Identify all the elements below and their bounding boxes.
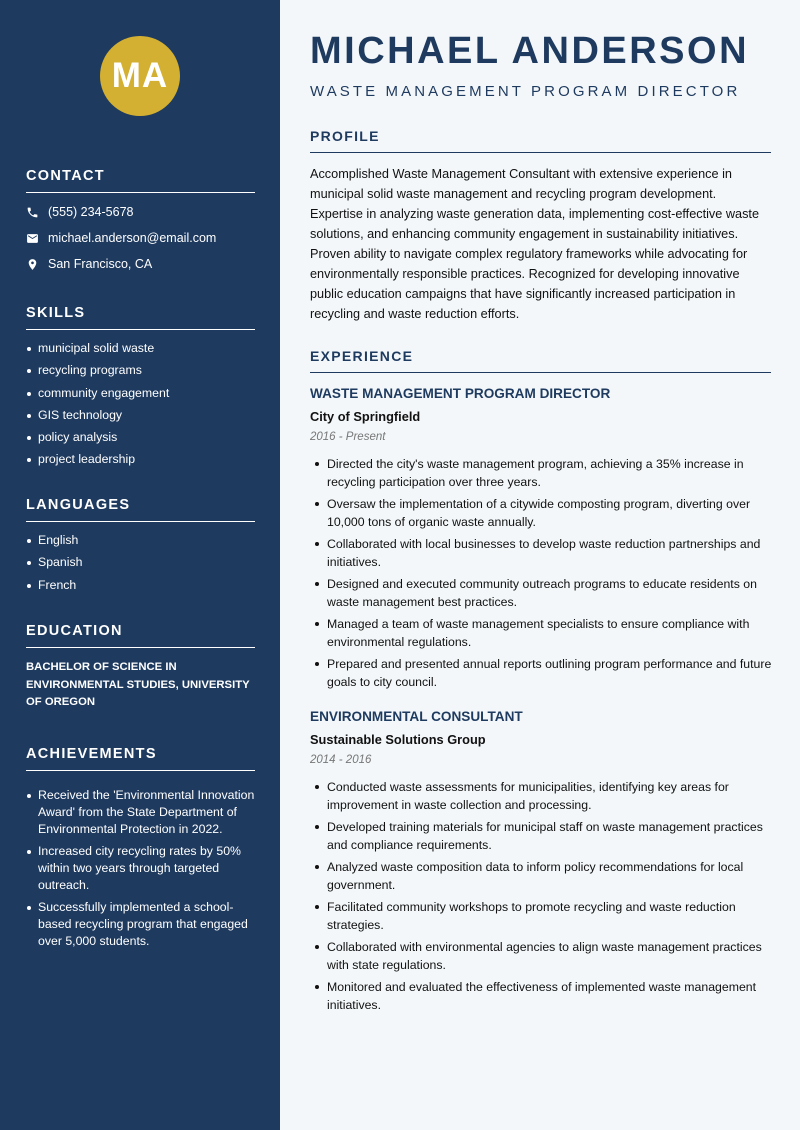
job-dates: 2016 - Present (310, 431, 386, 443)
experience-heading: EXPERIENCE (310, 348, 771, 373)
skill-item: recycling programs (26, 363, 256, 378)
achievement-item: Received the 'Environmental Innovation Award' from the State Department of Environmental Protection in 2022. (26, 787, 256, 838)
language-item: French (26, 578, 256, 593)
initials-avatar: MA (100, 36, 180, 116)
list-item: Conducted waste assessments for municipalities, identifying key areas for improvement in waste collection and processing. (327, 778, 772, 814)
contact-phone (26, 205, 133, 219)
job-bullets (327, 778, 772, 1018)
contact-email (26, 231, 216, 245)
list-item: Developed training materials for municipal staff on waste management practices and compliance requirements. (327, 818, 772, 854)
language-item: English (26, 533, 256, 548)
job-bullets (327, 455, 772, 695)
skill-item: municipal solid waste (26, 341, 256, 356)
phone-text: (555) 234-5678 (48, 205, 134, 219)
skills-heading: SKILLS (26, 305, 255, 330)
location-text: San Francisco, CA (48, 257, 153, 271)
list-item: Collaborated with environmental agencies to align waste management practices with state regulations. (327, 938, 772, 974)
skill-item: community engagement (26, 386, 256, 401)
skill-item: GIS technology (26, 408, 256, 423)
contact-location (26, 257, 152, 271)
list-item: Monitored and evaluated the effectiveness of implemented waste management initiatives. (327, 978, 772, 1014)
languages-list (26, 533, 256, 600)
achievements-heading: ACHIEVEMENTS (26, 746, 255, 771)
list-item: Managed a team of waste management specialists to ensure compliance with environmental regulations. (327, 615, 772, 651)
location-pin-icon (26, 258, 39, 271)
achievement-item: Increased city recycling rates by 50% within two years through targeted outreach. (26, 843, 256, 894)
list-item: Prepared and presented annual reports outlining program performance and future goals to city council. (327, 657, 772, 689)
profile-heading: PROFILE (310, 128, 771, 153)
list-item: Collaborated with local businesses to develop waste reduction partnerships and initiatives. (327, 535, 772, 571)
skill-item: project leadership (26, 452, 256, 467)
list-item: Oversaw the implementation of a citywide composting program, diverting over 10,000 tons of organic waste annually. (327, 495, 772, 531)
education-heading: EDUCATION (26, 623, 255, 648)
achievement-item: Successfully implemented a school-based recycling program that engaged over 5,000 students. (26, 899, 256, 950)
job-company: City of Springfield (310, 409, 421, 424)
job-dates: 2014 - 2016 (310, 754, 372, 766)
languages-heading: LANGUAGES (26, 497, 255, 522)
email-icon (26, 232, 39, 245)
profile-summary: Accomplished Waste Management Consultant with extensive experience in municipal solid waste management and recycling program development. Expertise in analyzing waste generation data, implementing cost-effective waste solutions, and enhancing community engagement in sustainability initiatives. Proven ability to navigate complex regulatory frameworks while advocating for environmentally responsible practices. Recognized for developing innovative public education campaigns that have significantly increased participation in recycling and waste reduction efforts. (310, 167, 760, 321)
job-title: ENVIRONMENTAL CONSULTANT (310, 709, 523, 724)
language-item: Spanish (26, 555, 256, 570)
phone-icon (26, 206, 39, 219)
contact-heading: CONTACT (26, 168, 255, 193)
achievements-list (26, 787, 256, 955)
candidate-title: WASTE MANAGEMENT PROGRAM DIRECTOR (310, 83, 741, 100)
skills-list (26, 341, 256, 475)
job-title: WASTE MANAGEMENT PROGRAM DIRECTOR (310, 386, 611, 401)
list-item: Designed and executed community outreach programs to educate residents on waste management best practices. (327, 575, 772, 611)
email-text[interactable]: michael.anderson@email.com (48, 231, 217, 245)
job-company: Sustainable Solutions Group (310, 732, 486, 747)
candidate-name: MICHAEL ANDERSON (310, 30, 750, 72)
sidebar (0, 0, 280, 1130)
list-item: Analyzed waste composition data to inform policy recommendations for local government. (327, 858, 772, 894)
education-degree: BACHELOR OF SCIENCE IN ENVIRONMENTAL STUDIES, UNIVERSITY OF OREGON (26, 661, 250, 708)
skill-item: policy analysis (26, 430, 256, 445)
list-item: Facilitated community workshops to promote recycling and waste reduction strategies. (327, 898, 772, 934)
list-item: Directed the city's waste management program, achieving a 35% increase in recycling participation over three years. (327, 455, 772, 491)
